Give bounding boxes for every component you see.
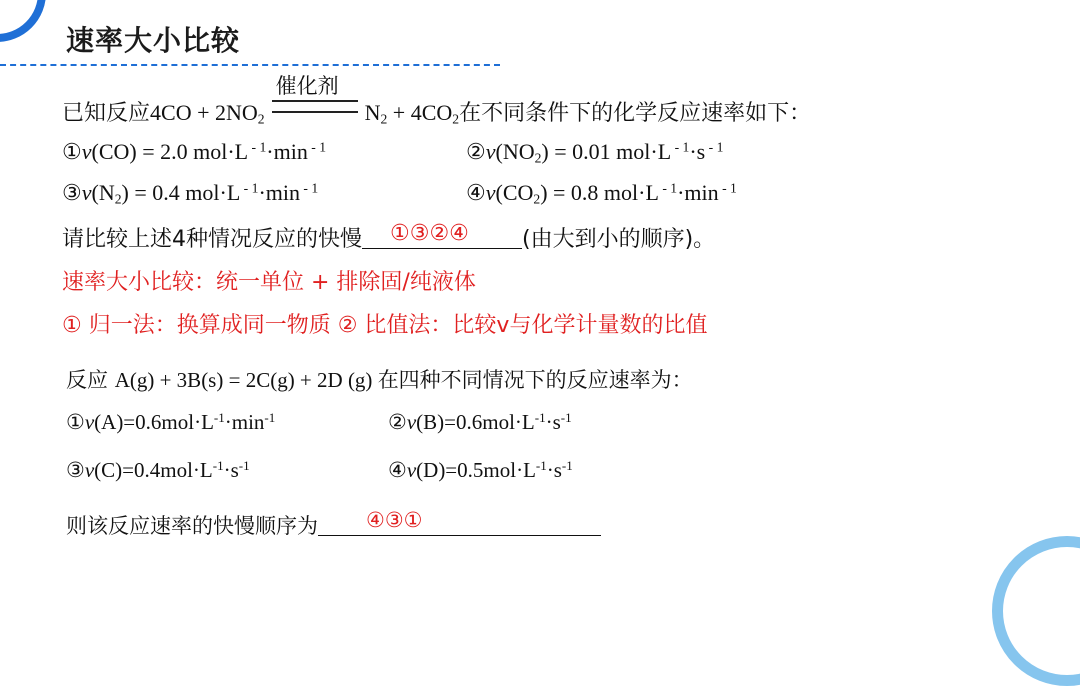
equilibrium-sign [272, 100, 358, 113]
rate-text: ) = 0.8 mol·L [540, 180, 659, 205]
item-number: ③ [66, 458, 85, 482]
subscript: 2 [114, 191, 122, 207]
rate-symbol: v [485, 139, 496, 164]
rate-text: (A)=0.6mol·L [94, 410, 214, 434]
item-number: ① [66, 410, 85, 434]
rate-text: (B)=0.6mol·L [416, 410, 535, 434]
q1-answer: ①③②④ [390, 221, 469, 246]
q2-item-1 [66, 410, 275, 435]
exponent: -1 [212, 457, 224, 473]
item-number: ② [466, 139, 486, 164]
rate-text: (C)=0.4mol·L [94, 458, 213, 482]
reaction2-line [66, 364, 693, 394]
reaction1-rhs-a: N [364, 100, 381, 125]
q1-answer-blank [362, 221, 522, 249]
unit-text: ·s [689, 139, 706, 164]
q1-item-4 [466, 180, 737, 206]
q1-item-2 [466, 139, 723, 165]
reaction1-suffix: 在不同条件下的化学反应速率如下： [459, 101, 812, 126]
rate-symbol: v [485, 180, 496, 205]
reaction1-rhs-a-sub: 2 [380, 111, 388, 127]
q2-item-2 [388, 410, 572, 435]
reaction1-lhs: 4CO + 2NO [150, 100, 258, 125]
exponent: -1 [213, 409, 225, 425]
unit-text: ·min [266, 139, 308, 164]
exponent: - 1 [718, 180, 737, 196]
note-line-2: ① 归一法：换算成同一物质 ② 比值法：比较v与化学计量数的比值 [62, 313, 708, 338]
rate-text: (N [91, 180, 115, 205]
exponent: -1 [535, 457, 547, 473]
exponent: - 1 [658, 180, 678, 196]
q1-item-1 [62, 139, 326, 165]
item-number: ④ [466, 180, 486, 205]
exponent: - 1 [300, 180, 319, 196]
exponent: - 1 [248, 139, 267, 155]
reaction1-lhs-sub: 2 [257, 111, 265, 127]
reaction1-line [62, 74, 812, 127]
corner-arc-top-left [0, 0, 46, 42]
q1-question-line [62, 222, 715, 253]
q1-question: 请比较上述4种情况反应的快慢 [62, 227, 362, 252]
reaction1-prefix: 已知反应 [62, 101, 151, 126]
rate-symbol: v [84, 410, 95, 434]
reaction2-suffix: 在四种不同情况下的反应速率为： [377, 368, 693, 392]
exponent: - 1 [671, 139, 690, 155]
rate-text: ) = 0.4 mol·L [121, 180, 241, 205]
q1-item-3 [62, 180, 318, 206]
item-number: ③ [62, 180, 82, 205]
unit-text: ·min [677, 180, 719, 205]
reaction1-rhs-b-sub: 2 [452, 111, 460, 127]
rate-symbol: v [81, 139, 92, 164]
rate-text: (D)=0.5mol·L [416, 458, 536, 482]
rate-symbol: v [81, 180, 92, 205]
q2-answer: ④③① [366, 508, 423, 532]
exponent: -1 [534, 409, 546, 425]
exponent: -1 [560, 409, 572, 425]
q2-item-3 [66, 458, 250, 483]
rate-text: ) = 0.01 mol·L [541, 139, 672, 164]
rate-symbol: v [406, 458, 417, 482]
note-line-1: 速率大小比较：统一单位 + 排除固/纯液体 [62, 270, 476, 295]
q2-question-line [66, 510, 601, 540]
reaction2-equation: A(g) + 3B(s) = 2C(g) + 2D (g) [114, 368, 378, 392]
unit-text: ·min [258, 180, 300, 205]
rate-symbol: v [406, 410, 417, 434]
reaction1-rhs-b: + 4CO [387, 100, 453, 125]
exponent: -1 [264, 409, 276, 425]
title-divider [0, 64, 500, 66]
subscript: 2 [534, 150, 542, 166]
q2-item-4 [388, 458, 573, 483]
exponent: -1 [561, 457, 573, 473]
exponent: - 1 [240, 180, 259, 196]
unit-text: ·s [223, 458, 239, 482]
exponent: -1 [238, 457, 250, 473]
unit-text: ·s [546, 458, 562, 482]
rate-text: (NO [495, 139, 535, 164]
q2-answer-blank [318, 508, 601, 536]
exponent: - 1 [705, 139, 724, 155]
item-number: ① [62, 139, 82, 164]
rate-text: (CO) = 2.0 mol·L [91, 139, 249, 164]
reaction2-prefix: 反应 [66, 368, 115, 392]
rate-symbol: v [84, 458, 95, 482]
item-number: ④ [388, 458, 407, 482]
rate-text: (CO [495, 180, 534, 205]
item-number: ② [388, 410, 407, 434]
catalyst-label: 催化剂 [275, 74, 339, 98]
subscript: 2 [533, 191, 541, 207]
page-title: 速率大小比较 [66, 24, 241, 57]
q2-question: 则该反应速率的快慢顺序为 [66, 514, 318, 538]
exponent: - 1 [307, 139, 327, 155]
q1-tail: (由大到小的顺序)。 [522, 227, 716, 252]
catalyst-arrow [272, 74, 358, 120]
unit-text: ·min [224, 410, 265, 434]
corner-arc-bottom-right [992, 536, 1080, 686]
unit-text: ·s [545, 410, 561, 434]
